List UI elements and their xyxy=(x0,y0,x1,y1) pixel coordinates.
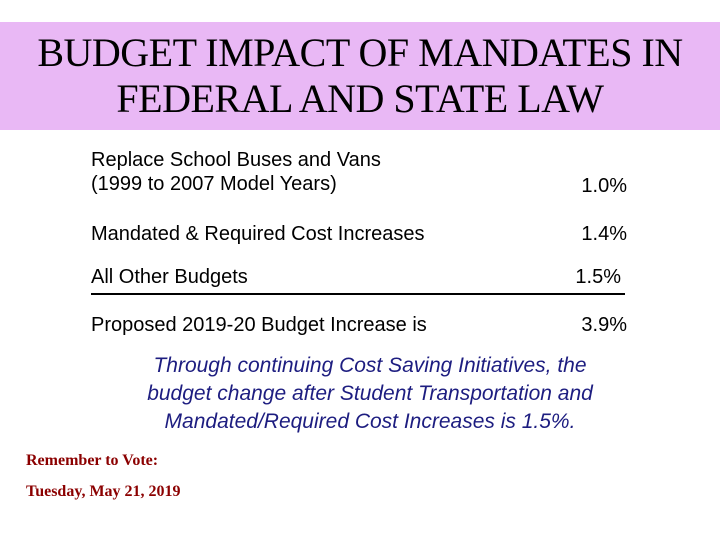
note-line-2: budget change after Student Transportation and xyxy=(147,382,593,405)
budget-row-value: 3.9% xyxy=(581,314,627,336)
budget-row-bus-replacement xyxy=(91,148,631,198)
vote-reminder: Remember to Vote: xyxy=(26,452,159,469)
budget-row-label xyxy=(91,148,531,196)
cost-saving-note xyxy=(100,352,640,436)
title-line-1: BUDGET IMPACT OF MANDATES IN xyxy=(37,30,683,75)
note-line-3: Mandated/Required Cost Increases is 1.5%. xyxy=(164,410,576,433)
budget-row-value: 1.0% xyxy=(581,175,627,197)
budget-row-other-budgets xyxy=(91,265,625,295)
budget-row-label: Proposed 2019-20 Budget Increase is xyxy=(91,314,427,336)
note-line-1: Through continuing Cost Saving Initiatives, the xyxy=(153,354,587,377)
budget-row-label: All Other Budgets xyxy=(91,266,248,288)
vote-date: Tuesday, May 21, 2019 xyxy=(26,483,181,500)
budget-row-value: 1.5% xyxy=(575,266,621,288)
title-line-2: FEDERAL AND STATE LAW xyxy=(116,76,604,121)
budget-row-label-line-1: Replace School Buses and Vans xyxy=(91,149,381,171)
budget-row-label: Mandated & Required Cost Increases xyxy=(91,223,425,245)
budget-row-label-line-2: (1999 to 2007 Model Years) xyxy=(91,173,337,195)
budget-row-value: 1.4% xyxy=(581,223,627,245)
page-title xyxy=(0,30,720,122)
